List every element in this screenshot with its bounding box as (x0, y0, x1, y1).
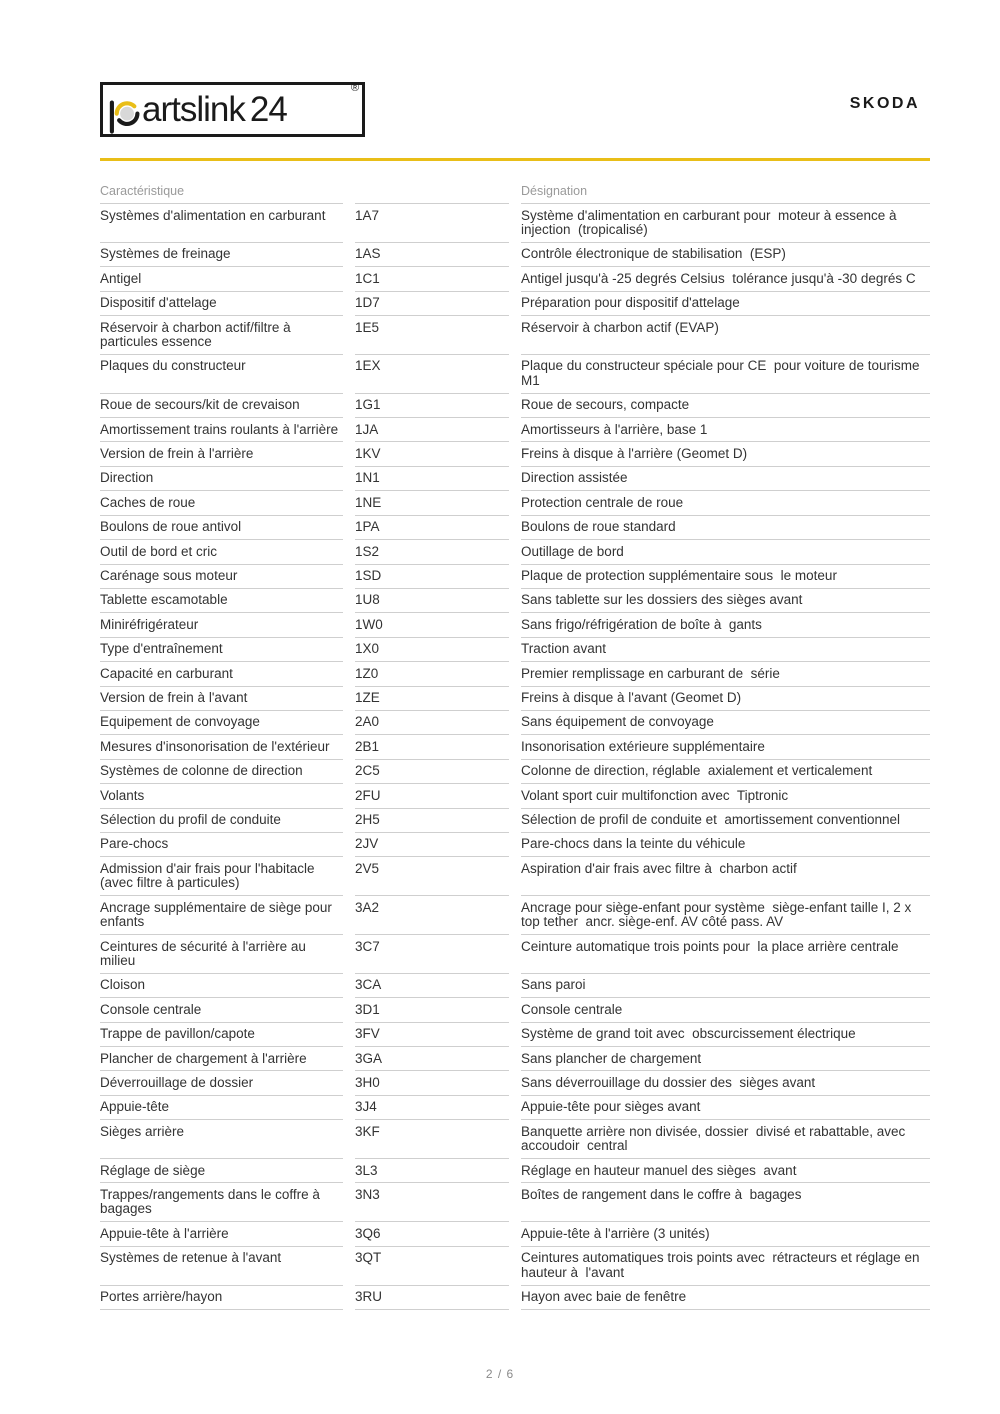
designation-cell: Roue de secours, compacte (521, 394, 930, 418)
designation-cell: Système de grand toit avec obscurcissement électrique (521, 1023, 930, 1047)
designation-cell: Sans paroi (521, 974, 930, 998)
designation-cell: Pare-chocs dans la teinte du véhicule (521, 833, 930, 857)
code-cell: 1E5 (355, 316, 509, 355)
designation-cell: Sans tablette sur les dossiers des sièges avant (521, 589, 930, 613)
feature-cell: Type d'entraînement (100, 638, 343, 662)
code-cell: 1U8 (355, 589, 509, 613)
logo-text: artslink (142, 90, 245, 129)
code-cell: 1AS (355, 243, 509, 267)
feature-cell: Déverrouillage de dossier (100, 1071, 343, 1095)
feature-cell: Cloison (100, 974, 343, 998)
feature-cell: Equipement de convoyage (100, 711, 343, 735)
designation-cell: Insonorisation extérieure supplémentaire (521, 735, 930, 759)
feature-cell: Outil de bord et cric (100, 540, 343, 564)
code-cell: 3J4 (355, 1096, 509, 1120)
designation-cell: Ancrage pour siège-enfant pour système siège-enfant taille I, 2 x top tether ancr. siège-enf. AV côté pass. AV (521, 896, 930, 935)
code-cell: 1JA (355, 418, 509, 442)
logo-p-icon (109, 95, 141, 135)
designation-cell: Préparation pour dispositif d'attelage (521, 292, 930, 316)
feature-cell: Version de frein à l'arrière (100, 442, 343, 466)
code-cell: 1G1 (355, 394, 509, 418)
characteristics-table (100, 183, 930, 1310)
feature-cell: Systèmes de colonne de direction (100, 760, 343, 784)
feature-cell: Sièges arrière (100, 1120, 343, 1159)
designation-cell: Sélection de profil de conduite et amortissement conventionnel (521, 809, 930, 833)
code-cell: 3A2 (355, 896, 509, 935)
designation-cell: Colonne de direction, réglable axialement et verticalement (521, 760, 930, 784)
code-cell: 1Z0 (355, 662, 509, 686)
column-header-code (355, 183, 509, 204)
feature-cell: Mesures d'insonorisation de l'extérieur (100, 735, 343, 759)
code-cell: 1W0 (355, 613, 509, 637)
code-cell: 2V5 (355, 857, 509, 896)
code-cell: 1SD (355, 565, 509, 589)
designation-cell: Ceintures automatiques trois points avec rétracteurs et réglage en hauteur à l'avant (521, 1247, 930, 1286)
designation-cell: Sans plancher de chargement (521, 1047, 930, 1071)
code-cell: 3H0 (355, 1071, 509, 1095)
designation-cell: Plaque de protection supplémentaire sous le moteur (521, 565, 930, 589)
designation-cell: Traction avant (521, 638, 930, 662)
accent-divider (100, 158, 930, 161)
feature-cell: Amortissement trains roulants à l'arrière (100, 418, 343, 442)
code-cell: 3QT (355, 1247, 509, 1286)
code-cell: 3RU (355, 1286, 509, 1310)
designation-cell: Réglage en hauteur manuel des sièges avant (521, 1159, 930, 1183)
designation-cell: Boulons de roue standard (521, 516, 930, 540)
designation-cell: Amortisseurs à l'arrière, base 1 (521, 418, 930, 442)
feature-cell: Antigel (100, 267, 343, 291)
designation-cell: Ceinture automatique trois points pour la place arrière centrale (521, 935, 930, 974)
feature-cell: Réservoir à charbon actif/filtre à particules essence (100, 316, 343, 355)
feature-cell: Roue de secours/kit de crevaison (100, 394, 343, 418)
designation-cell: Banquette arrière non divisée, dossier divisé et rabattable, avec accoudoir central (521, 1120, 930, 1159)
feature-cell: Ancrage supplémentaire de siège pour enfants (100, 896, 343, 935)
feature-cell: Volants (100, 784, 343, 808)
designation-cell: Outillage de bord (521, 540, 930, 564)
designation-cell: Console centrale (521, 998, 930, 1022)
feature-cell: Pare-chocs (100, 833, 343, 857)
code-cell: 3CA (355, 974, 509, 998)
feature-cell: Systèmes d'alimentation en carburant (100, 204, 343, 243)
code-cell: 2FU (355, 784, 509, 808)
feature-cell: Dispositif d'attelage (100, 292, 343, 316)
designation-cell: Protection centrale de roue (521, 491, 930, 515)
feature-cell: Réglage de siège (100, 1159, 343, 1183)
code-cell: 2H5 (355, 809, 509, 833)
designation-cell: Volant sport cuir multifonction avec Tiptronic (521, 784, 930, 808)
feature-cell: Console centrale (100, 998, 343, 1022)
feature-cell: Tablette escamotable (100, 589, 343, 613)
code-cell: 2B1 (355, 735, 509, 759)
code-cell: 2JV (355, 833, 509, 857)
feature-cell: Version de frein à l'avant (100, 687, 343, 711)
designation-cell: Système d'alimentation en carburant pour moteur à essence à injection (tropicalisé) (521, 204, 930, 243)
feature-cell: Appuie-tête à l'arrière (100, 1222, 343, 1246)
feature-cell: Plaques du constructeur (100, 355, 343, 394)
designation-cell: Appuie-tête pour sièges avant (521, 1096, 930, 1120)
code-cell: 3FV (355, 1023, 509, 1047)
feature-cell: Carénage sous moteur (100, 565, 343, 589)
code-cell: 3N3 (355, 1183, 509, 1222)
designation-cell: Sans frigo/réfrigération de boîte à gants (521, 613, 930, 637)
feature-cell: Miniréfrigérateur (100, 613, 343, 637)
registered-trademark-icon: ® (351, 82, 360, 94)
feature-cell: Trappe de pavillon/capote (100, 1023, 343, 1047)
designation-cell: Contrôle électronique de stabilisation (ESP) (521, 243, 930, 267)
code-cell: 3Q6 (355, 1222, 509, 1246)
code-cell: 3KF (355, 1120, 509, 1159)
code-cell: 1A7 (355, 204, 509, 243)
feature-cell: Capacité en carburant (100, 662, 343, 686)
code-cell: 3D1 (355, 998, 509, 1022)
skoda-wordmark: SKODA (849, 95, 920, 112)
feature-cell: Portes arrière/hayon (100, 1286, 343, 1310)
code-cell: 1ZE (355, 687, 509, 711)
feature-cell: Sélection du profil de conduite (100, 809, 343, 833)
column-header-designation: Désignation (521, 183, 930, 204)
designation-cell: Premier remplissage en carburant de série (521, 662, 930, 686)
designation-cell: Boîtes de rangement dans le coffre à bagages (521, 1183, 930, 1222)
code-cell: 1S2 (355, 540, 509, 564)
designation-cell: Réservoir à charbon actif (EVAP) (521, 316, 930, 355)
feature-cell: Admission d'air frais pour l'habitacle (avec filtre à particules) (100, 857, 343, 896)
feature-cell: Direction (100, 467, 343, 491)
designation-cell: Freins à disque à l'avant (Geomet D) (521, 687, 930, 711)
code-cell: 1N1 (355, 467, 509, 491)
code-cell: 1NE (355, 491, 509, 515)
designation-cell: Direction assistée (521, 467, 930, 491)
feature-cell: Systèmes de freinage (100, 243, 343, 267)
designation-cell: Sans équipement de convoyage (521, 711, 930, 735)
code-cell: 1D7 (355, 292, 509, 316)
logo-number: 24 (249, 90, 287, 129)
code-cell: 2A0 (355, 711, 509, 735)
feature-cell: Systèmes de retenue à l'avant (100, 1247, 343, 1286)
feature-cell: Trappes/rangements dans le coffre à bagages (100, 1183, 343, 1222)
designation-cell: Antigel jusqu'à -25 degrés Celsius tolérance jusqu'à -30 degrés C (521, 267, 930, 291)
code-cell: 1KV (355, 442, 509, 466)
column-header-feature: Caractéristique (100, 183, 343, 204)
code-cell: 1X0 (355, 638, 509, 662)
designation-cell: Freins à disque à l'arrière (Geomet D) (521, 442, 930, 466)
designation-cell: Sans déverrouillage du dossier des sièges avant (521, 1071, 930, 1095)
feature-cell: Boulons de roue antivol (100, 516, 343, 540)
code-cell: 1C1 (355, 267, 509, 291)
designation-cell: Plaque du constructeur spéciale pour CE pour voiture de tourisme M1 (521, 355, 930, 394)
feature-cell: Caches de roue (100, 491, 343, 515)
designation-cell: Hayon avec baie de fenêtre (521, 1286, 930, 1310)
feature-cell: Ceintures de sécurité à l'arrière au milieu (100, 935, 343, 974)
page-number: 2 / 6 (485, 1367, 515, 1381)
code-cell: 2C5 (355, 760, 509, 784)
code-cell: 3L3 (355, 1159, 509, 1183)
partslink24-logo (100, 82, 365, 137)
code-cell: 3C7 (355, 935, 509, 974)
feature-cell: Appuie-tête (100, 1096, 343, 1120)
designation-cell: Appuie-tête à l'arrière (3 unités) (521, 1222, 930, 1246)
code-cell: 3GA (355, 1047, 509, 1071)
feature-cell: Plancher de chargement à l'arrière (100, 1047, 343, 1071)
code-cell: 1EX (355, 355, 509, 394)
designation-cell: Aspiration d'air frais avec filtre à charbon actif (521, 857, 930, 896)
code-cell: 1PA (355, 516, 509, 540)
